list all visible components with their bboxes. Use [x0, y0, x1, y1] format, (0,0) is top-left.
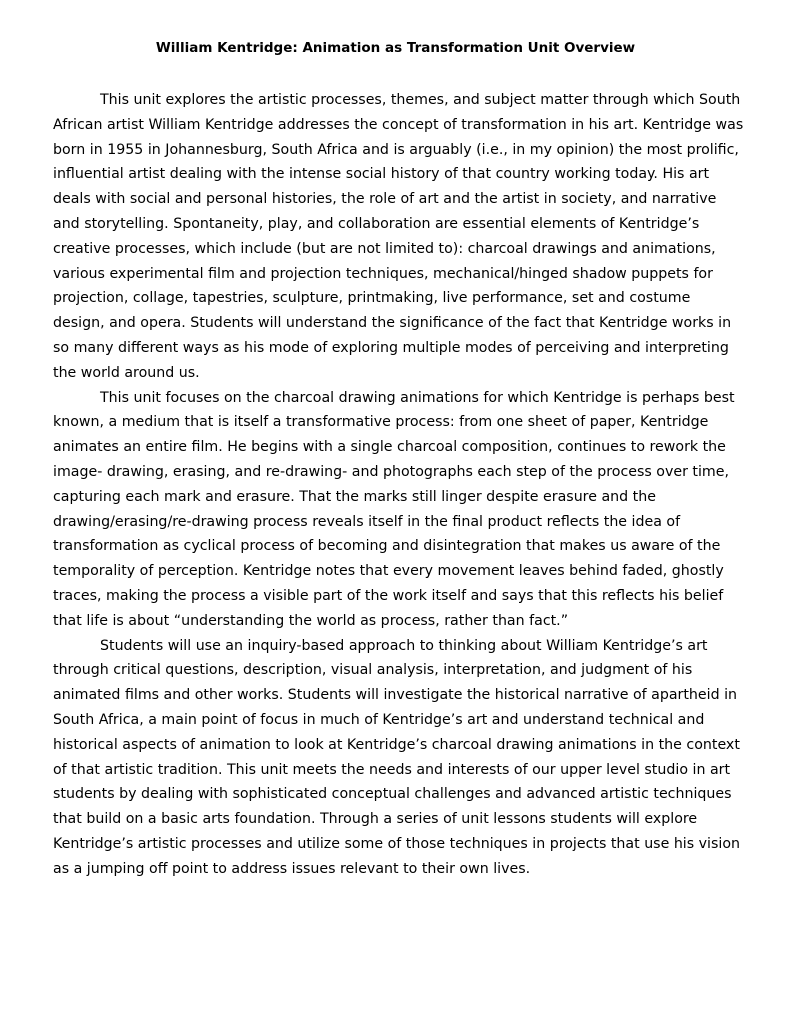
paragraph: This unit explores the artistic processes, themes, and subject matter through which South African artist William Kentridge addresses the concept of transformation in his art. Kentridge was born in 1955 in Johannesburg, South Africa and is arguably (i.e., in my opinion) the most prolific, influential artist dealing with the intense social history of that country working today. His art deals with social and personal histories, the role of art and the artist in society, and narrative and storytelling. Spontaneity, play, and collaboration are essential elements of Kentridge’s creative processes, which include (but are not limited to): charcoal drawings and animations, various experimental film and projection techniques, mechanical/hinged shadow puppets for projection, collage, tapestries, sculpture, printmaking, live performance, set and costume design, and opera. Students will understand the significance of the fact that Kentridge works in so many different ways as his mode of exploring multiple modes of perceiving and interpreting the world around us. [53, 92, 744, 381]
document-title: William Kentridge: Animation as Transformation Unit Overview [155, 40, 636, 56]
paragraph: This unit focuses on the charcoal drawing animations for which Kentridge is perhaps best known, a medium that is itself a transformative process: from one sheet of paper, Kentridge animates an entire film. He begins with a single charcoal composition, continues to rework the image- drawing, erasing, and re-drawing- and photographs each step of the process over time, capturing each mark and erasure. That the marks still linger despite erasure and the drawing/erasing/re-drawing process reveals itself in the final product reflects the idea of transformation as cyclical process of becoming and disintegration that makes us aware of the temporality of perception. Kentridge notes that every movement leaves behind faded, ghostly traces, making the process a visible part of the work itself and says that this reflects his belief that life is about “understanding the world as process, rather than fact.” [53, 389, 735, 629]
paragraph: Students will use an inquiry-based approach to thinking about William Kentridge’s art through critical questions, description, visual analysis, interpretation, and judgment of his animated films and other works. Students will investigate the historical narrative of apartheid in South Africa, a main point of focus in much of Kentridge’s art and understand technical and historical aspects of animation to look at Kentridge’s charcoal drawing animations in the context of that artistic tradition. This unit meets the needs and interests of our upper level studio in art students by dealing with sophisticated conceptual challenges and advanced artistic techniques that build on a basic arts foundation. Through a series of unit lessons students will explore Kentridge’s artistic processes and utilize some of those techniques in projects that use his vision as a jumping off point to address issues relevant to their own lives. [53, 637, 740, 877]
document-body [53, 88, 745, 882]
